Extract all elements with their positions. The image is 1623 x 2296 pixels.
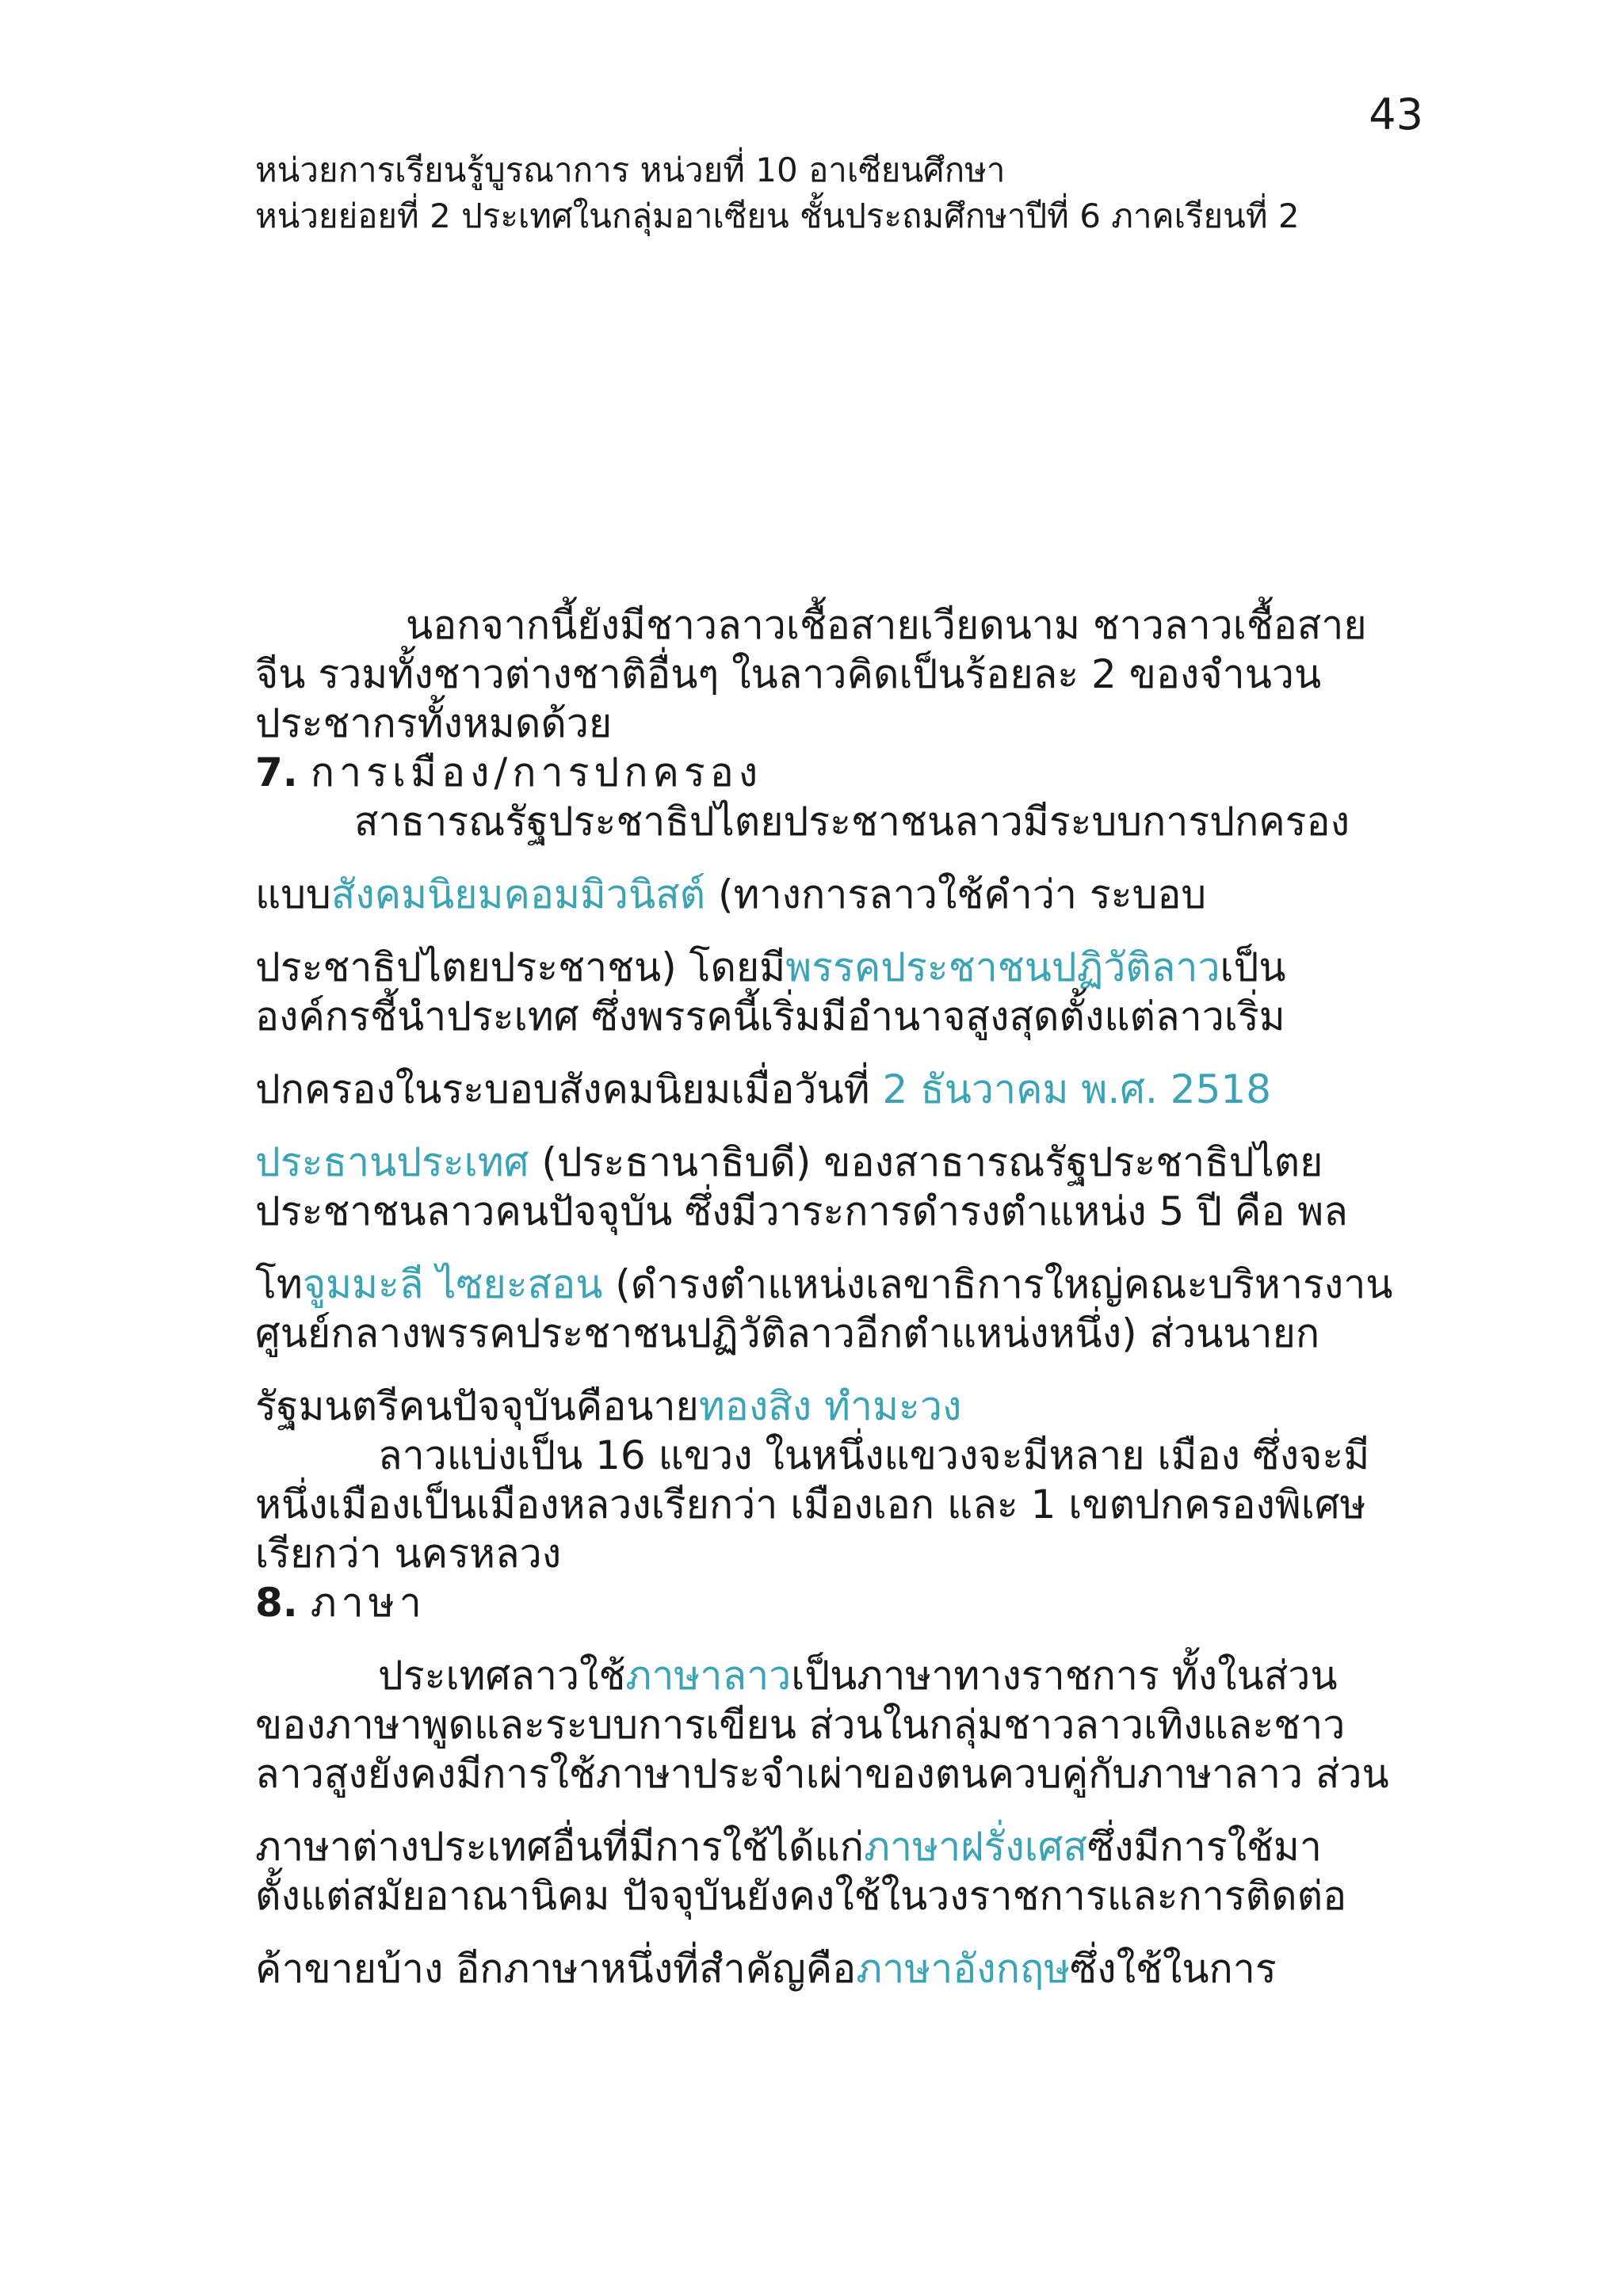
link-date-2518[interactable]: 2 ธันวาคม พ.ศ. 2518 [882,1066,1272,1112]
link-french-language[interactable]: ภาษาฝรั่งเศส [864,1824,1088,1870]
link-english-language[interactable]: ภาษาอังกฤษ [856,1946,1071,1992]
paragraph-line [255,1065,1444,1114]
paragraph-line: ประชากรทั้งหมดด้วย [255,700,613,746]
paragraph-line: นอกจากนี้ยังมีชาวลาวเชื้อสายเวียดนาม ชาวลาวเชื้อสาย [406,602,1367,648]
text-run: ค้าขายบ้าง อีกภาษาหนึ่งที่สำคัญคือ [255,1946,857,1992]
paragraph-line: ของภาษาพูดและระบบการเขียน ส่วนในกลุ่มชาวลาวเทิงและชาว [255,1702,1346,1748]
paragraph-line [255,1944,1444,1993]
paragraph-line: หนึ่งเมืองเป็นเมืองหลวงเรียกว่า เมืองเอก และ 1 เขตปกครองพิเศษ [255,1482,1366,1527]
paragraph-line [255,1822,1444,1871]
paragraph-line [255,943,1444,992]
header-line-unit: หน่วยการเรียนรู้บูรณาการ หน่วยที่ 10 อาเซียนศึกษา [255,151,1006,189]
header-line-subunit: หน่วยย่อยที่ 2 ประเทศในกลุ่มอาเซียน ชั้นประถมศึกษาปีที่ 6 ภาคเรียนที่ 2 [255,196,1300,235]
text-run: แบบ [255,871,331,917]
link-president[interactable]: ประธานประเทศ [255,1139,529,1185]
section-heading-language [255,1578,1444,1627]
section-title: ภาษา [310,1580,426,1626]
paragraph-line: สาธารณรัฐประชาธิปไตยประชาชนลาวมีระบบการปกครอง [354,799,1350,845]
text-run: โท [255,1261,303,1307]
paragraph-line: เรียกว่า นครหลวง [255,1531,562,1577]
paragraph-provinces [255,1431,1444,1578]
page-header [255,147,1444,239]
paragraph-line [255,1138,1444,1187]
paragraph-line [255,1382,1444,1431]
link-thongsing-thammavong[interactable]: ทองสิง ทำมะวง [698,1383,962,1429]
text-run: ซึ่งมีการใช้มา [1087,1824,1322,1870]
text-run: (ทางการลาวใช้คำว่า ระบอบ [705,871,1207,917]
paragraph-line: จีน รวมทั้งชาวต่างชาติอื่นๆ ในลาวคิดเป็นร้อยละ 2 ของจำนวน [255,651,1322,697]
section-heading-politics [255,748,1444,797]
text-run: รัฐมนตรีคนปัจจุบันคือนาย [255,1383,699,1429]
text-run: เป็น [1220,944,1286,990]
paragraph-line: องค์กรชี้นำประเทศ ซึ่งพรรคนี้เริ่มมีอำนาจสูงสุดตั้งแต่ลาวเริ่ม [255,994,1285,1039]
link-socialism-communism[interactable]: สังคมนิยมคอมมิวนิสต์ [330,871,706,917]
paragraph-ethnic-groups [255,601,1444,748]
text-run: (ดำรงตำแหน่งเลขาธิการใหญ่คณะบริหารงาน [602,1261,1393,1307]
link-lao-language[interactable]: ภาษาลาว [625,1653,792,1699]
link-choummaly-sayasone[interactable]: จูมมะลี ไซยะสอน [302,1261,603,1307]
text-run: ปกครองในระบอบสังคมนิยมเมื่อวันที่ [255,1066,883,1112]
paragraph-line: ลาวแบ่งเป็น 16 แขวง ในหนึ่งแขวงจะมีหลาย เมือง ซึ่งจะมี [378,1432,1370,1478]
text-run: เป็นภาษาทางราชการ ทั้งในส่วน [791,1653,1338,1699]
page-number: 43 [1369,90,1423,139]
paragraph-languages [255,1651,1444,1993]
paragraph-line: ลาวสูงยังคงมีการใช้ภาษาประจำเผ่าของตนควบคู่กับภาษาลาว ส่วน [255,1751,1389,1797]
document-body [255,601,1444,1993]
text-run: (ประธานาธิบดี) ของสาธารณรัฐประชาธิปไตย [529,1139,1323,1185]
section-title: การเมือง/การปกครอง [310,749,763,795]
section-number: 8. [255,1580,298,1626]
section-number: 7. [255,749,298,795]
paragraph-line [255,1260,1444,1309]
paragraph-line [255,1651,1444,1700]
text-run: ประเทศลาวใช้ [378,1653,626,1699]
paragraph-line: ประชาชนลาวคนปัจจุบัน ซึ่งมีวาระการดำรงตำแหน่ง 5 ปี คือ พล [255,1188,1348,1234]
paragraph-line: ศูนย์กลางพรรคประชาชนปฏิวัติลาวอีกตำแหน่งหนึ่ง) ส่วนนายก [255,1310,1320,1356]
text-run: ประชาธิปไตยประชาชน) โดยมี [255,944,786,990]
link-lao-peoples-party[interactable]: พรรคประชาชนปฏิวัติลาว [785,944,1220,990]
text-run: ซึ่งใช้ในการ [1070,1946,1277,1992]
paragraph-line [255,870,1444,919]
paragraph-line: ตั้งแต่สมัยอาณานิคม ปัจจุบันยังคงใช้ในวงราชการและการติดต่อ [255,1873,1347,1919]
paragraph-government [255,797,1444,1431]
text-run: ภาษาต่างประเทศอื่นที่มีการใช้ได้แก่ [255,1824,865,1870]
